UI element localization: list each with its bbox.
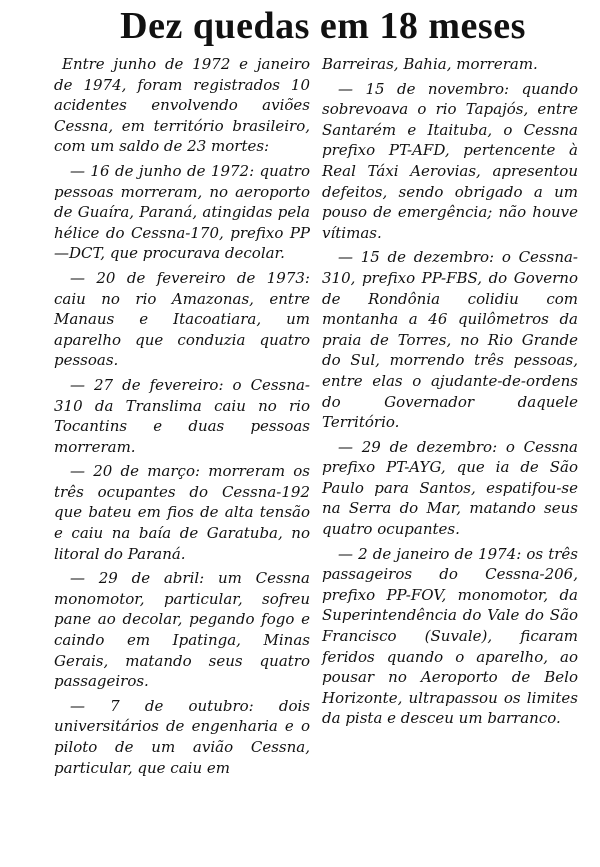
column-right	[322, 54, 578, 778]
accident-entry: — 29 de abril: um Cessna monomotor, particular, sofreu pane ao decolar, pegando fogo e caindo em Ipatinga, Minas Gerais, matando seus quatro passageiros.	[54, 569, 310, 691]
article-columns	[54, 54, 592, 778]
accident-entry: — 15 de novembro: quando sobrevoava o rio Tapajós, entre Santarém e Itaituba, o Cessna prefixo PT-AFD, pertencente à Real Táxi Aerovias, apresentou defeitos, sendo obrigado a um pouso de emergência; não houve vítimas.	[322, 79, 578, 242]
column-left	[54, 54, 310, 778]
intro-paragraph: Entre junho de 1972 e janeiro de 1974, foram registrados 10 acidentes envolvendo aviões Cessna, em território brasileiro, com um saldo de 23 mortes:	[54, 55, 310, 156]
accident-entry: — 27 de fevereiro: o Cessna-310 da Translima caiu no rio Tocantins e duas pessoas morreram.	[54, 375, 310, 456]
accident-entry-continued: Barreiras, Bahia, morreram.	[322, 55, 538, 73]
accident-entry: — 7 de outubro: dois universitários de engenharia e o piloto de um avião Cessna, particular, que caiu em	[54, 696, 310, 777]
accident-entry: — 16 de junho de 1972: quatro pessoas morreram, no aeroporto de Guaíra, Paraná, atingidas pela hélice do Cessna-170, prefixo PP—DCT, que procurava decolar.	[54, 161, 310, 263]
accident-entry: — 15 de dezembro: o Cessna-310, prefixo PP-FBS, do Governo de Rondônia colidiu com montanha a 46 quilômetros da praia de Torres, no Rio Grande do Sul, morrendo três pessoas, entre elas o ajudante-de-ordens do Governador daquele Território.	[322, 248, 578, 432]
accident-entry: — 20 de fevereiro de 1973: caiu no rio Amazonas, entre Manaus e Itacoatiara, um aparelho que conduzia quatro pessoas.	[54, 268, 310, 370]
accident-entry: — 2 de janeiro de 1974: os três passageiros do Cessna-206, prefixo PP-FOV, monomotor, da Superintendência do Vale do São Francisco (Suvale), ficaram feridos quando o aparelho, ao pousar no Aeroporto de Belo Horizonte, ultrapassou os limites da pista e desceu um barranco.	[322, 544, 578, 728]
accident-entry: — 20 de março: morreram os três ocupantes do Cessna-192 que bateu em fios de alta tensão e caiu na baía de Garatuba, no litoral do Paraná.	[54, 462, 310, 563]
accident-entry: — 29 de dezembro: o Cessna prefixo PT-AYG, que ia de São Paulo para Santos, espatifou-se na Serra do Mar, matando seus quatro ocupantes.	[322, 437, 578, 539]
headline: Dez quedas em 18 meses	[120, 5, 526, 47]
